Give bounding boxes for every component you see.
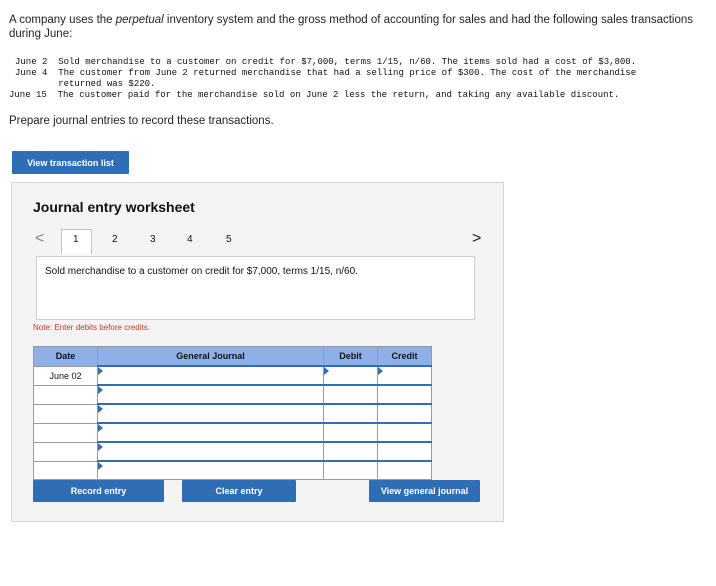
dropdown-marker-icon: [98, 424, 103, 432]
page-tab-3[interactable]: 3: [150, 234, 156, 245]
dropdown-marker-icon: [324, 367, 329, 375]
view-transaction-list-button[interactable]: View transaction list: [12, 151, 129, 174]
dropdown-marker-icon: [378, 367, 383, 375]
table-row: [34, 366, 432, 385]
debit-input[interactable]: [324, 442, 378, 461]
debit-input[interactable]: [324, 404, 378, 423]
transaction-description: Sold merchandise to a customer on credit for $7,000, terms 1/15, n/60.: [45, 266, 358, 277]
header-credit: Credit: [378, 347, 432, 367]
view-general-journal-button[interactable]: View general journal: [369, 480, 480, 502]
table-row: [34, 423, 432, 442]
transaction-description-box: [36, 256, 475, 320]
intro-text-1: A company uses the: [9, 14, 116, 26]
date-cell: [34, 442, 98, 461]
account-input[interactable]: [98, 442, 324, 461]
dropdown-marker-icon: [98, 367, 103, 375]
dropdown-marker-icon: [98, 386, 103, 394]
table-row: [34, 404, 432, 423]
date-cell: [34, 461, 98, 480]
dropdown-marker-icon: [98, 443, 103, 451]
date-cell: [34, 423, 98, 442]
table-row: [34, 442, 432, 461]
page-tab-4[interactable]: 4: [187, 234, 193, 245]
chevron-right-icon[interactable]: >: [472, 230, 482, 247]
page-tab-5[interactable]: 5: [226, 234, 232, 245]
credit-input[interactable]: [378, 442, 432, 461]
worksheet-pager: [32, 229, 484, 251]
entry-note: Note: Enter debits before credits.: [33, 323, 150, 332]
intro-italic: perpetual: [115, 14, 164, 26]
dropdown-marker-icon: [98, 462, 103, 470]
debit-input[interactable]: [324, 385, 378, 404]
account-input[interactable]: [98, 461, 324, 480]
account-input[interactable]: [98, 423, 324, 442]
worksheet-title: Journal entry worksheet: [33, 199, 195, 215]
journal-worksheet-panel: [11, 182, 504, 522]
header-general-journal: General Journal: [98, 347, 324, 367]
account-input[interactable]: [98, 404, 324, 423]
debit-input[interactable]: [324, 423, 378, 442]
credit-input[interactable]: [378, 423, 432, 442]
transaction-line-1: June 2 Sold merchandise to a customer on credit for $7,000, terms 1/15, n/60. The items sold had a cost of $3,800.: [15, 57, 637, 67]
date-cell: [34, 404, 98, 423]
chevron-left-icon[interactable]: <: [35, 230, 45, 247]
credit-input[interactable]: [378, 404, 432, 423]
credit-input[interactable]: [378, 385, 432, 404]
credit-input[interactable]: [378, 461, 432, 480]
date-cell: June 02: [34, 366, 98, 385]
problem-intro: [9, 13, 709, 41]
debit-input[interactable]: [324, 366, 378, 385]
credit-input[interactable]: [378, 366, 432, 385]
transaction-line-3: returned was $220.: [15, 79, 156, 89]
journal-header-row: [34, 347, 432, 367]
dropdown-marker-icon: [98, 405, 103, 413]
intro-text-2: inventory system and the gross method of accounting for sales and had the following sales transactions during June:: [9, 14, 694, 40]
clear-entry-button[interactable]: Clear entry: [182, 480, 296, 502]
header-date: Date: [34, 347, 98, 367]
record-entry-button[interactable]: Record entry: [33, 480, 164, 502]
header-debit: Debit: [324, 347, 378, 367]
journal-table: [33, 346, 432, 480]
table-row: [34, 385, 432, 404]
account-input[interactable]: [98, 385, 324, 404]
transaction-line-2: June 4 The customer from June 2 returned merchandise that had a selling price of $300. The cost of the merchandise: [15, 68, 637, 78]
instructions: Prepare journal entries to record these transactions.: [9, 115, 274, 127]
page-tab-2[interactable]: 2: [112, 234, 118, 245]
transaction-line-4: June 15 The customer paid for the merchandise sold on June 2 less the return, and taking any available discount.: [9, 90, 620, 100]
account-input[interactable]: [98, 366, 324, 385]
page-tab-1[interactable]: 1: [73, 234, 79, 245]
date-cell: [34, 385, 98, 404]
debit-input[interactable]: [324, 461, 378, 480]
table-row: [34, 461, 432, 480]
